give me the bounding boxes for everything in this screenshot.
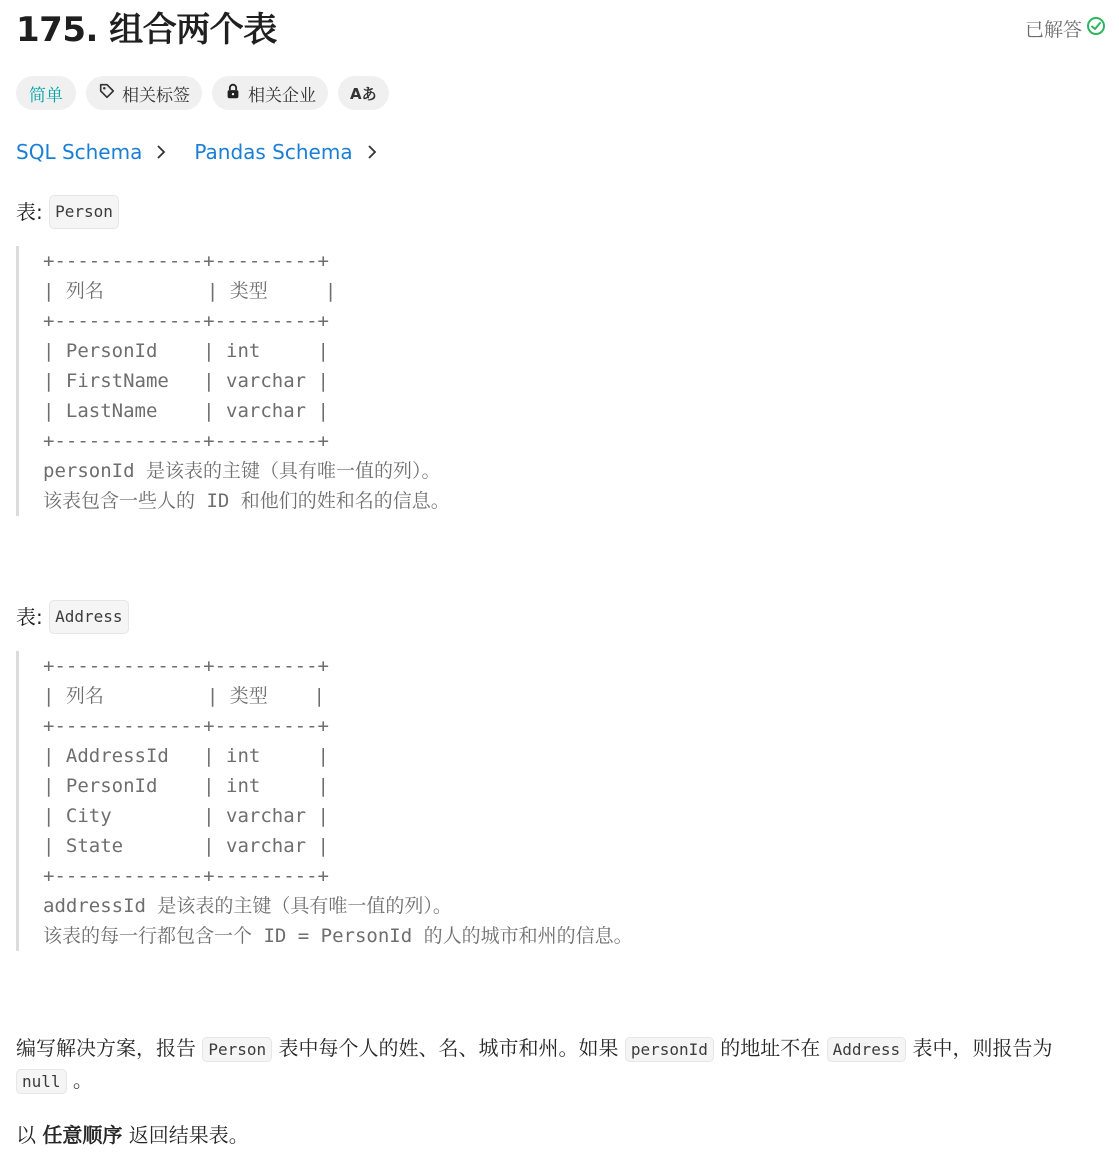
table1-name: Person	[49, 195, 119, 229]
schema-line: +-------------+---------+	[43, 865, 329, 887]
schema-line: 该表的每一行都包含一个 ID = PersonId 的人的城市和州的信息。	[43, 925, 633, 947]
sql-schema-link[interactable]	[16, 138, 168, 166]
problem-description	[16, 1033, 1096, 1097]
schema-line: | PersonId | int |	[43, 340, 329, 362]
schema-line: +-------------+---------+	[43, 655, 329, 677]
tag-icon	[98, 82, 116, 105]
title-row	[16, 8, 1106, 52]
table1-heading	[16, 195, 119, 229]
schema-line: | AddressId | int |	[43, 745, 329, 767]
desc-text: 以	[16, 1123, 36, 1147]
schema-line: | LastName | varchar |	[43, 400, 329, 422]
pandas-schema-label: Pandas Schema	[194, 140, 353, 164]
translate-button[interactable]	[338, 76, 389, 110]
table2-heading	[16, 600, 129, 634]
translate-icon: Aあ	[350, 84, 377, 103]
desc-text: 。	[72, 1068, 93, 1092]
chevron-right-icon	[365, 138, 379, 166]
schema-line: | PersonId | int |	[43, 775, 329, 797]
check-circle-icon	[1086, 16, 1106, 44]
desc-text: 的地址不在	[720, 1036, 821, 1060]
desc-text: 返回结果表。	[128, 1123, 249, 1147]
table2-prefix: 表:	[16, 605, 43, 629]
schema-line: | 列名 | 类型 |	[43, 280, 337, 302]
sql-schema-label: SQL Schema	[16, 140, 143, 164]
schema-line: +-------------+---------+	[43, 430, 329, 452]
schema-line: +-------------+---------+	[43, 310, 329, 332]
chevron-right-icon	[154, 138, 168, 166]
schema-line: | City | varchar |	[43, 805, 329, 827]
schema-line: personId 是该表的主键（具有唯一值的列）。	[43, 460, 441, 482]
tag-bar	[16, 76, 389, 110]
schema-links	[16, 138, 379, 166]
table1-schema-block	[16, 246, 450, 516]
related-tags-label: 相关标签	[122, 85, 190, 106]
order-note	[16, 1120, 1096, 1151]
code-person: Person	[202, 1037, 272, 1062]
related-companies-label: 相关企业	[248, 85, 316, 106]
code-personid: personId	[625, 1037, 714, 1062]
solved-status	[1025, 16, 1106, 44]
code-address: Address	[827, 1037, 906, 1062]
desc-text: 编写解决方案，报告	[16, 1036, 196, 1060]
lock-icon	[224, 82, 242, 105]
code-null: null	[16, 1069, 67, 1094]
table1-prefix: 表:	[16, 200, 43, 224]
schema-line: +-------------+---------+	[43, 250, 329, 272]
schema-line: addressId 是该表的主键（具有唯一值的列）。	[43, 895, 452, 917]
desc-text: 表中，则报告为	[912, 1036, 1053, 1060]
solved-label: 已解答	[1024, 19, 1082, 41]
difficulty-badge[interactable]: 简单	[16, 76, 76, 110]
related-companies-button[interactable]	[212, 76, 328, 110]
desc-text: 表中每个人的姓、名、城市和州。如果	[278, 1036, 619, 1060]
schema-line: | 列名 | 类型 |	[43, 685, 325, 707]
pandas-schema-link[interactable]	[194, 138, 378, 166]
table2-name: Address	[49, 600, 128, 634]
related-tags-button[interactable]	[86, 76, 202, 110]
schema-line: +-------------+---------+	[43, 715, 329, 737]
table2-schema-block	[16, 651, 633, 951]
schema-line: | FirstName | varchar |	[43, 370, 329, 392]
problem-title: 175. 组合两个表	[16, 10, 277, 50]
schema-line: 该表包含一些人的 ID 和他们的姓和名的信息。	[43, 490, 450, 512]
emphasis-text: 任意顺序	[42, 1123, 123, 1147]
schema-line: | State | varchar |	[43, 835, 329, 857]
